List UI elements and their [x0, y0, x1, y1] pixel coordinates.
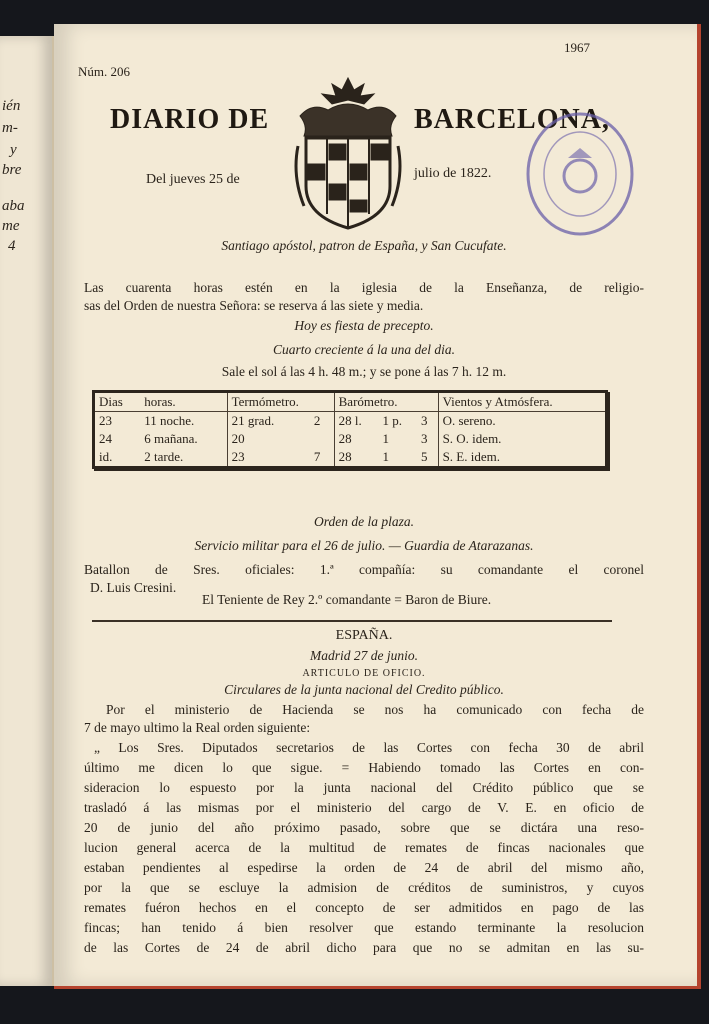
- article-line: 20 de junio del año próximo pasado, sobre que se dictára una reso-: [84, 820, 644, 835]
- saints-of-day: Santiago apóstol, patron de España, y San Cucufate.: [221, 238, 507, 253]
- left-page-fragment: aba: [2, 198, 25, 214]
- article-heading: Circulares de la junta nacional del Credito público.: [224, 682, 504, 697]
- table-cell: 6 mañana.: [144, 431, 198, 446]
- issue-date-left: Del jueves 25 de: [146, 172, 240, 187]
- article-line: último me dicen lo que sigue. = Habiendo tomado las Cortes en con-: [84, 760, 644, 775]
- weather-table: [92, 390, 608, 469]
- table-cell: S. E. idem.: [438, 448, 606, 468]
- table-cell: 3: [421, 431, 428, 446]
- article-kind: ARTICULO DE OFICIO.: [302, 668, 426, 679]
- table-cell: 23: [99, 413, 112, 428]
- table-cell: 1 p.: [382, 413, 402, 428]
- coat-of-arms-icon: [292, 76, 404, 232]
- section-divider: [92, 620, 612, 622]
- column-header-horas: horas.: [140, 392, 227, 412]
- newspaper-page: [54, 24, 701, 989]
- left-page-fragment: y: [10, 142, 17, 158]
- table-cell: 21 grad.: [227, 412, 310, 431]
- table-cell: 23: [227, 448, 310, 468]
- table-cell: O. sereno.: [438, 412, 606, 431]
- table-cell: [310, 430, 334, 448]
- table-cell: 20: [227, 430, 310, 448]
- feast-notice: Hoy es fiesta de precepto.: [294, 318, 434, 333]
- sunrise-sunset: Sale el sol á las 4 h. 48 m.; y se pone á las 7 h. 12 m.: [221, 364, 507, 379]
- column-header-termometro: Termómetro.: [227, 392, 334, 412]
- moon-phase: Cuarto creciente á la una del dia.: [272, 342, 456, 357]
- column-header-dias: Dias: [94, 392, 141, 412]
- orders-title: Orden de la plaza.: [314, 514, 414, 529]
- section-title: ESPAÑA.: [335, 628, 393, 643]
- article-line: lucion general acerca de la multitud de remates de fincas nacionales que: [84, 840, 644, 855]
- article-line: „ Los Sres. Diputados secretarios de las Cortes con fecha 30 de abril: [94, 740, 644, 755]
- table-cell: 7: [313, 449, 321, 464]
- notice-line-2: sas del Orden de nuestra Señora: se reserva á las siete y media.: [84, 298, 424, 313]
- left-page-fragment: m-: [2, 120, 18, 136]
- table-cell: 5: [421, 449, 428, 464]
- military-service: Servicio militar para el 26 de julio. — Guardia de Atarazanas.: [194, 538, 534, 553]
- issue-number: Núm. 206: [78, 64, 130, 79]
- article-line: estaban pendientes al espedirse la orden de 24 de abril del mismo año,: [84, 860, 644, 875]
- page-number: 1967: [564, 40, 590, 55]
- article-line: trasladó á las mismas por el ministerio del cargo de V. E. en oficio de: [84, 800, 644, 815]
- table-cell: 28 l.: [334, 412, 378, 431]
- column-header-vientos: Vientos y Atmósfera.: [438, 392, 606, 412]
- table-cell: 11 noche.: [144, 413, 195, 428]
- issue-date-right: julio de 1822.: [414, 166, 492, 181]
- left-page-fragment: bre: [2, 162, 22, 178]
- teniente-line: El Teniente de Rey 2.º comandante = Baron de Biure.: [202, 592, 492, 607]
- masthead-right: BARCELONA,: [414, 104, 610, 135]
- article-line: Por el ministerio de Hacienda se nos ha comunicado con fecha de: [106, 702, 644, 717]
- left-page-fragment: 4: [8, 238, 16, 254]
- article-line: por la que se escluye la admision de créditos de suministros, y cuyos: [84, 880, 644, 895]
- table-cell: 1: [382, 431, 389, 446]
- table-cell: id.: [99, 449, 113, 464]
- table-cell: 2: [313, 413, 321, 428]
- article-line: sideracion lo espuesto por la junta nacional del Crédito público que se: [84, 780, 644, 795]
- table-cell: 28: [334, 430, 378, 448]
- table-row: [94, 448, 607, 468]
- table-cell: 2 tarde.: [144, 449, 184, 464]
- table-row: [94, 412, 607, 431]
- article-line: remates fuéron hechos en el concepto de ser admitidos en pago de las: [84, 900, 644, 915]
- library-stamp-icon: [524, 110, 636, 238]
- article-dateline: Madrid 27 de junio.: [310, 648, 418, 663]
- table-cell: 1: [382, 449, 389, 464]
- left-page-edge: [0, 36, 54, 986]
- batallon-line-1: Batallon de Sres. oficiales: 1.ª compañía: su comandante el coronel: [84, 562, 644, 577]
- left-page-fragment: me: [2, 218, 20, 234]
- table-row: [94, 430, 607, 448]
- weather-table-header: [94, 392, 607, 412]
- notice-line-1: Las cuarenta horas estén en la iglesia de la Enseñanza, de religio-: [84, 280, 644, 295]
- article-line: 7 de mayo ultimo la Real orden siguiente:: [84, 720, 311, 735]
- table-cell: 28: [334, 448, 378, 468]
- column-header-barometro: Barómetro.: [334, 392, 438, 412]
- masthead-left: DIARIO DE: [110, 104, 270, 135]
- batallon-line-2: D. Luis Cresini.: [90, 580, 177, 595]
- article-line: fincas; han tenido á bien resolver que estando terminante la resolucion: [84, 920, 644, 935]
- table-cell: 3: [421, 413, 428, 428]
- table-cell: S. O. idem.: [438, 430, 606, 448]
- left-page-fragment: ién: [2, 98, 21, 114]
- article-line: de las Cortes de 24 de abril dicho para que no se admitan en las su-: [84, 940, 644, 955]
- table-cell: 24: [99, 431, 112, 446]
